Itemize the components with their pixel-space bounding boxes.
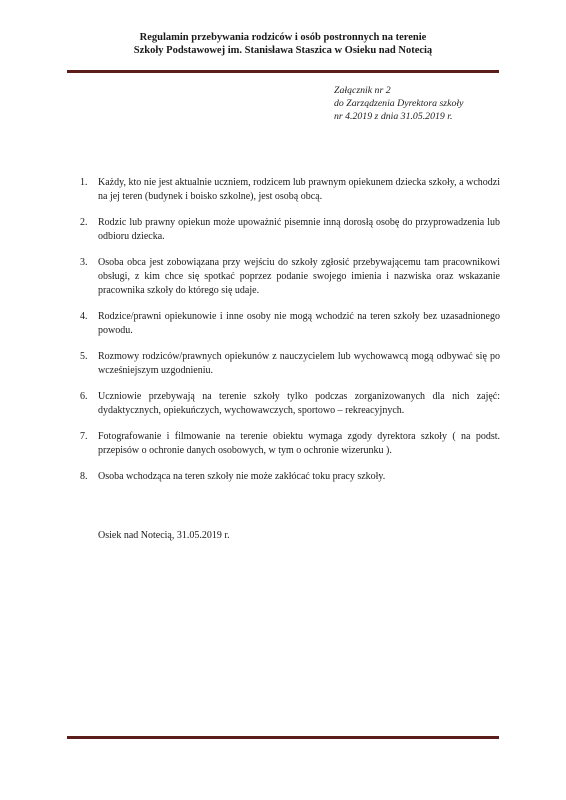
annex-line-2: do Zarządzenia Dyrektora szkoły [334, 98, 464, 109]
rule-text: Osoba wchodząca na teren szkoły nie może zakłócać toku pracy szkoły. [98, 471, 386, 482]
rule-item-7 [74, 430, 500, 458]
rule-number: 1. [80, 177, 88, 188]
rule-text: Fotografowanie i filmowanie na terenie obiektu wymaga zgody dyrektora szkoły ( na podst. przepisów o ochronie danych osobowych, w tym o ochronie wizerunku ). [98, 431, 500, 456]
rule-text: Rodzic lub prawny opiekun może upoważnić pisemnie inną dorosłą osobę do przyprowadzenia lub odbioru dziecka. [98, 217, 500, 242]
rule-text: Każdy, kto nie jest aktualnie uczniem, rodzicem lub prawnym opiekunem dziecka szkoły, a wchodzi na jej teren (budynek i boisko szkolne), jest osobą obcą. [98, 177, 500, 202]
rule-number: 5. [80, 351, 88, 362]
rule-item-3 [74, 256, 500, 298]
rule-item-2 [74, 216, 500, 244]
rule-number: 7. [80, 431, 88, 442]
annex-line-1: Załącznik nr 2 [334, 85, 391, 96]
title-line-1: Regulamin przebywania rodziców i osób postronnych na terenie [139, 32, 427, 43]
rule-item-8 [74, 470, 500, 484]
annex-line-3: nr 4.2019 z dnia 31.05.2019 r. [334, 111, 453, 122]
rule-text: Osoba obca jest zobowiązana przy wejściu do szkoły zgłosić przebywającemu tam pracownikowi obsługi, z kim chce się spotkać poprzez podanie swojego imienia i nazwiska oraz wskazanie pracownika szkoły do którego się udaje. [98, 257, 500, 296]
title-line-2: Szkoły Podstawowej im. Stanisława Staszica w Osieku nad Notecią [133, 45, 433, 56]
rule-text: Rodzice/prawni opiekunowie i inne osoby nie mogą wchodzić na teren szkoły bez uzasadnionego powodu. [98, 311, 500, 336]
rule-number: 8. [80, 471, 88, 482]
rules-list [74, 176, 500, 496]
bottom-divider [67, 736, 499, 739]
rule-item-1 [74, 176, 500, 204]
top-divider [67, 70, 499, 73]
rule-number: 3. [80, 257, 88, 268]
rule-text: Rozmowy rodziców/prawnych opiekunów z nauczycielem lub wychowawcą mogą odbywać się po wcześniejszym uzgodnieniu. [98, 351, 500, 376]
rule-item-6 [74, 390, 500, 418]
annex-reference [334, 84, 463, 123]
rule-item-4 [74, 310, 500, 338]
rule-number: 2. [80, 217, 88, 228]
rule-text: Uczniowie przebywają na terenie szkoły tylko podczas zorganizowanych dla nich zajęć: dydaktycznych, opiekuńczych, wychowawczych, sportowo – rekreacyjnych. [98, 391, 500, 416]
document-title [0, 31, 566, 57]
rule-item-5 [74, 350, 500, 378]
place-date-signature: Osiek nad Notecią, 31.05.2019 r. [98, 530, 230, 541]
rule-number: 4. [80, 311, 88, 322]
rule-number: 6. [80, 391, 88, 402]
